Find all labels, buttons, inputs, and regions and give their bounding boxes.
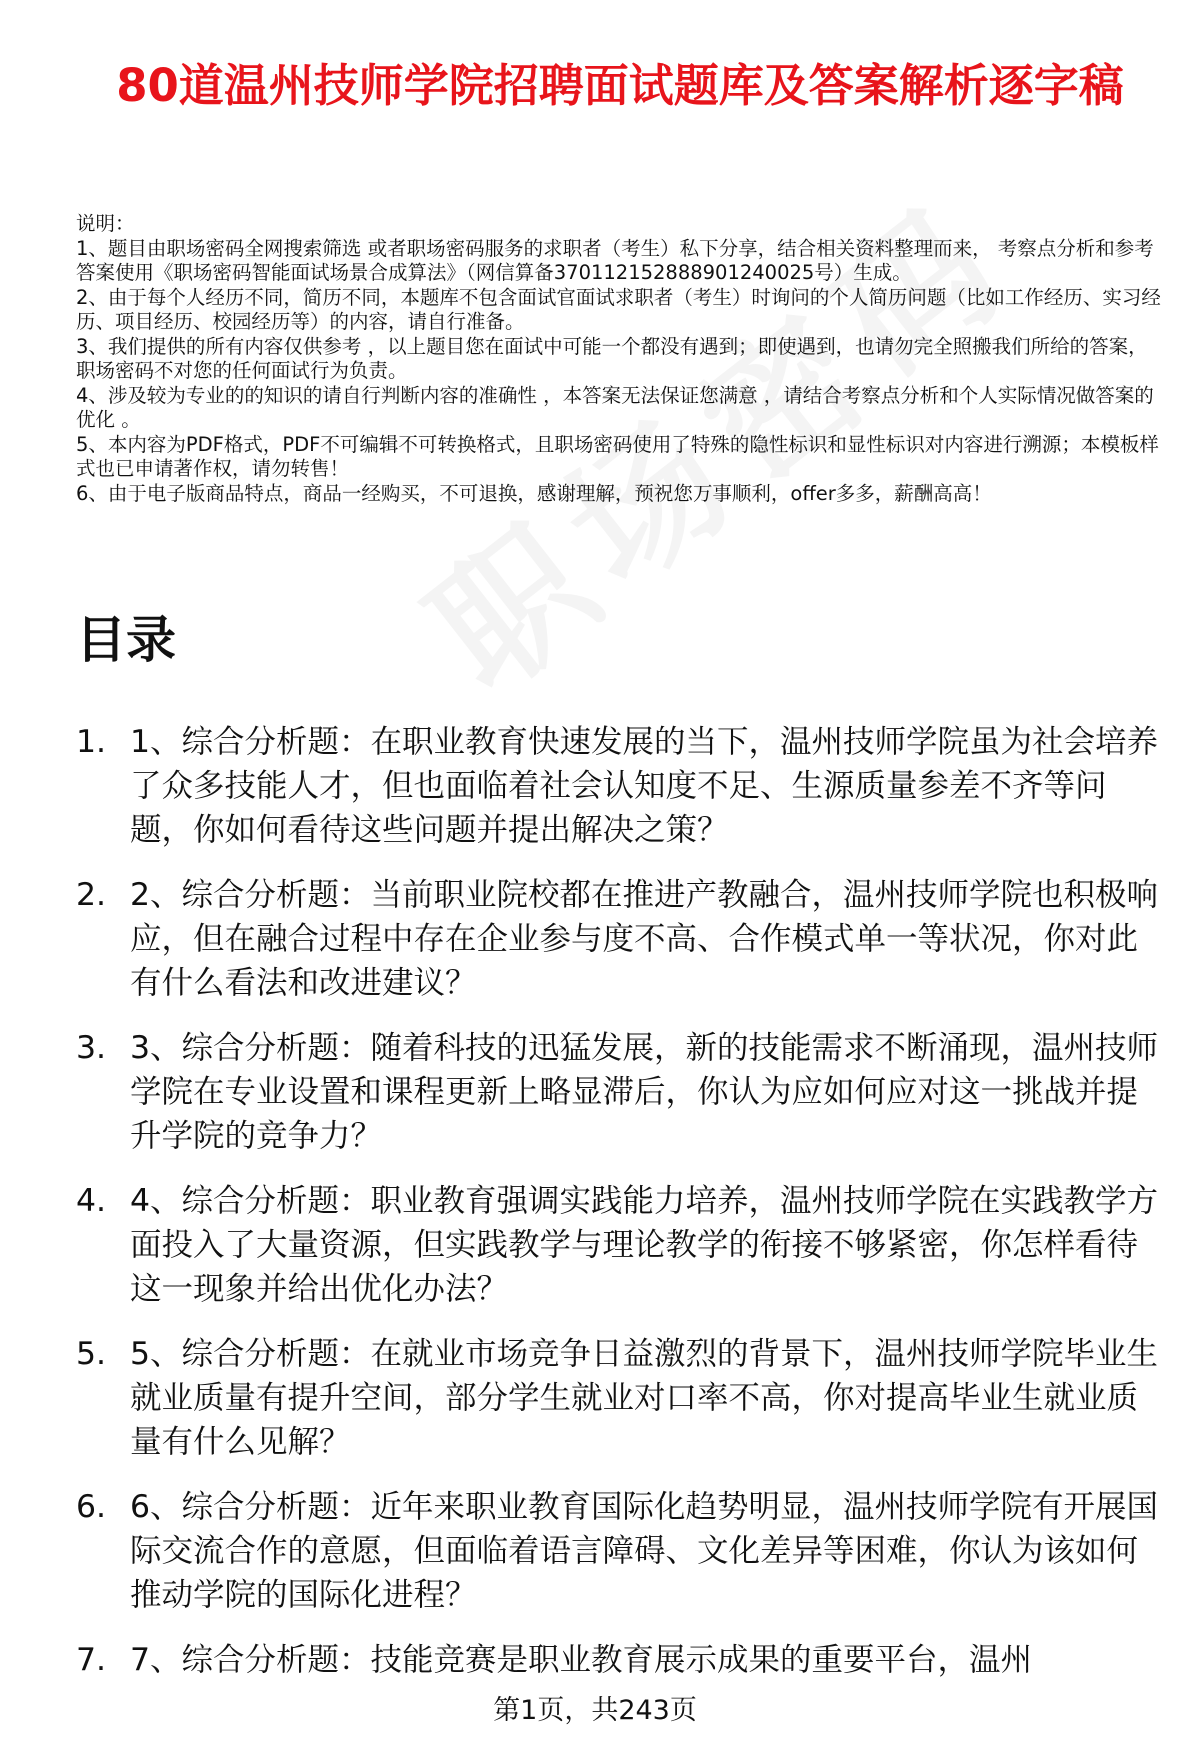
- toc-item-number: 7.: [76, 1642, 107, 1678]
- toc-item-number: 2.: [76, 877, 107, 913]
- toc-item-number: 3.: [76, 1030, 107, 1066]
- toc-item-number: 4.: [76, 1183, 107, 1219]
- toc-item-text[interactable]: 6、综合分析题：近年来职业教育国际化趋势明显，温州技师学院有开展国际交流合作的意愿，但面临着语言障碍、文化差异等困难，你认为该如何推动学院的国际化进程？: [130, 1489, 1159, 1613]
- toc-item[interactable]: [76, 873, 1176, 1005]
- note-item: 5、本内容为PDF格式，PDF不可编辑不可转换格式，且职场密码使用了特殊的隐性标识和显性标识对内容进行溯源；本模板样式也已申请著作权，请勿转售！: [76, 432, 1159, 480]
- toc-item-text[interactable]: 4、综合分析题：职业教育强调实践能力培养，温州技师学院在实践教学方面投入了大量资源，但实践教学与理论教学的衔接不够紧密，你怎样看待这一现象并给出优化办法？: [130, 1183, 1159, 1307]
- toc-item-number: 1.: [76, 724, 107, 760]
- toc-heading: 目录: [76, 611, 176, 669]
- note-item: 1、题目由职场密码全网搜索筛选 或者职场密码服务的求职者（考生）私下分享，结合相关资料整理而来， 考察点分析和参考答案使用《职场密码智能面试场景合成算法》（网信算备370112152888901240025号）生成。: [76, 236, 1154, 284]
- toc-item[interactable]: [76, 1179, 1176, 1311]
- toc-item[interactable]: [76, 720, 1176, 852]
- page-footer: 第1页，共243页: [493, 1695, 697, 1726]
- note-item: 4、涉及较为专业的的知识的请自行判断内容的准确性 ，本答案无法保证您满意 ，请结合考察点分析和个人实际情况做答案的优化 。: [76, 383, 1154, 431]
- note-item: 3、我们提供的所有内容仅供参考 ，以上题目您在面试中可能一个都没有遇到；即使遇到，也请勿完全照搬我们所给的答案，职场密码不对您的任何面试行为负责。: [76, 334, 1148, 382]
- toc-item-text[interactable]: 1、综合分析题：在职业教育快速发展的当下，温州技师学院虽为社会培养了众多技能人才，但也面临着社会认知度不足、生源质量参差不齐等问题，你如何看待这些问题并提出解决之策？: [130, 724, 1159, 848]
- toc-item[interactable]: [76, 1638, 1176, 1680]
- toc-item-text[interactable]: 5、综合分析题：在就业市场竞争日益激烈的背景下，温州技师学院毕业生就业质量有提升空间，部分学生就业对口率不高，你对提高毕业生就业质量有什么见解？: [130, 1336, 1159, 1460]
- notes-heading: 说明：: [76, 212, 135, 235]
- toc-item[interactable]: [76, 1026, 1176, 1158]
- toc-item-text[interactable]: 7、综合分析题：技能竞赛是职业教育展示成果的重要平台，温州: [130, 1642, 1033, 1678]
- toc-item[interactable]: [76, 1332, 1176, 1464]
- toc-item[interactable]: [76, 1485, 1176, 1617]
- toc-item-number: 6.: [76, 1489, 107, 1525]
- notes-section: [76, 212, 1166, 506]
- note-item: 6、由于电子版商品特点，商品一经购买，不可退换，感谢理解，预祝您万事顺利，offer多多，薪酬高高！: [76, 481, 992, 505]
- note-item: 2、由于每个人经历不同，简历不同，本题库不包含面试官面试求职者（考生）时询问的个人简历问题（比如工作经历、实习经历、项目经历、校园经历等）的内容，请自行准备。: [76, 285, 1161, 333]
- toc-item-text[interactable]: 3、综合分析题：随着科技的迅猛发展，新的技能需求不断涌现，温州技师学院在专业设置和课程更新上略显滞后，你认为应如何应对这一挑战并提升学院的竞争力？: [130, 1030, 1159, 1154]
- toc-item-number: 5.: [76, 1336, 107, 1372]
- document-title: 80道温州技师学院招聘面试题库及答案解析逐字稿: [116, 59, 1124, 112]
- toc-item-text[interactable]: 2、综合分析题：当前职业院校都在推进产教融合，温州技师学院也积极响应，但在融合过程中存在企业参与度不高、合作模式单一等状况，你对此有什么看法和改进建议？: [130, 877, 1159, 1001]
- table-of-contents: [76, 720, 1176, 1680]
